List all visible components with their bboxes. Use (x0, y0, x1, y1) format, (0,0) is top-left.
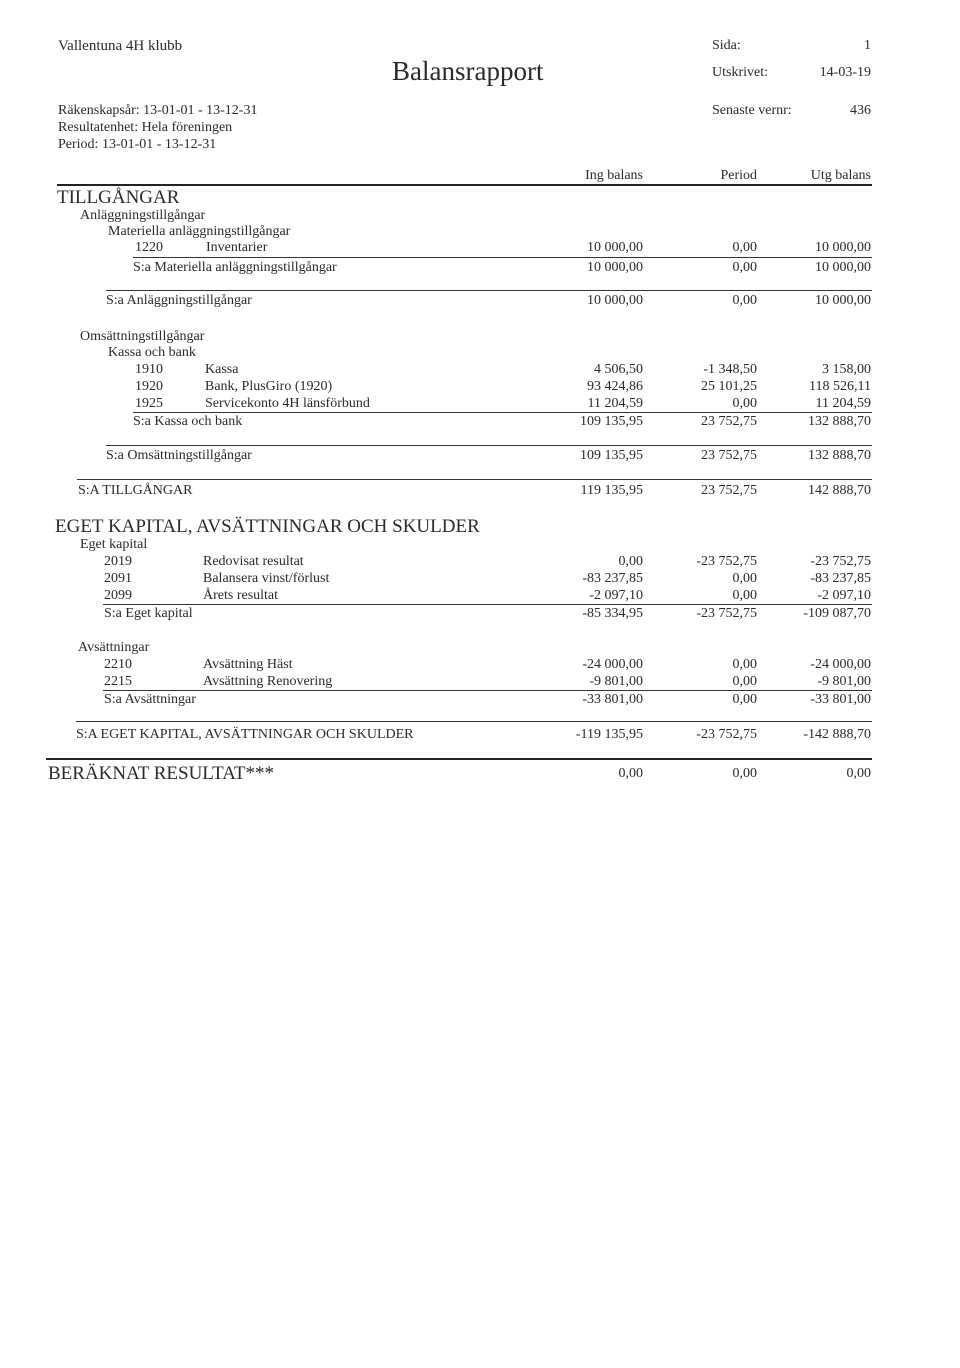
period-change: 0,00 (732, 692, 757, 707)
organization-name: Vallentuna 4H klubb (58, 38, 183, 54)
opening-balance: -85 334,95 (582, 606, 643, 621)
subtotal-label: S:a Eget kapital (104, 606, 193, 621)
total-label: S:A TILLGÅNGAR (78, 483, 193, 498)
account-name: Servicekonto 4H länsförbund (205, 396, 370, 411)
closing-balance: 10 000,00 (815, 293, 871, 308)
subtotal-label: S:a Anläggningstillgångar (106, 293, 252, 308)
closing-balance: 10 000,00 (815, 240, 871, 255)
account-name: Avsättning Renovering (203, 674, 333, 689)
group-heading-current-assets: Omsättningstillgångar (80, 329, 205, 344)
report-title: Balansrapport (392, 56, 544, 86)
opening-balance: -9 801,00 (589, 674, 643, 689)
opening-balance: 109 135,95 (580, 414, 643, 429)
closing-balance: -2 097,10 (817, 588, 871, 603)
account-name: Kassa (205, 362, 239, 377)
printed-date: 14-03-19 (819, 65, 871, 80)
opening-balance: 0,00 (618, 554, 643, 569)
result-label: BERÄKNAT RESULTAT*** (48, 763, 274, 784)
row-divider (77, 479, 872, 480)
closing-balance: -24 000,00 (810, 657, 871, 672)
period-change: -23 752,75 (696, 727, 757, 742)
opening-balance: 0,00 (618, 766, 643, 781)
total-label: S:A EGET KAPITAL, AVSÄTTNINGAR OCH SKULDER (76, 727, 414, 742)
opening-balance: -83 237,85 (582, 571, 643, 586)
account-number: 2099 (104, 588, 132, 603)
closing-balance: 3 158,00 (822, 362, 871, 377)
period-change: 0,00 (732, 293, 757, 308)
account-number: 1910 (135, 362, 163, 377)
period-change: -23 752,75 (696, 606, 757, 621)
opening-balance: -119 135,95 (575, 727, 643, 742)
subgroup-heading-cash: Kassa och bank (108, 345, 196, 360)
row-divider (133, 412, 872, 413)
opening-balance: 4 506,50 (594, 362, 643, 377)
account-number: 1220 (135, 240, 163, 255)
closing-balance: 10 000,00 (815, 260, 871, 275)
opening-balance: -24 000,00 (582, 657, 643, 672)
period-change: 0,00 (732, 240, 757, 255)
result-divider (46, 758, 872, 760)
period-change: 0,00 (732, 588, 757, 603)
period-change: 0,00 (732, 571, 757, 586)
row-divider (103, 690, 872, 691)
period-change: 0,00 (732, 674, 757, 689)
column-header-closing: Utg balans (810, 168, 871, 183)
column-header-period: Period (720, 168, 757, 183)
closing-balance: 11 204,59 (815, 396, 871, 411)
column-header-opening: Ing balans (585, 168, 643, 183)
closing-balance: 0,00 (846, 766, 871, 781)
closing-balance: 142 888,70 (808, 483, 871, 498)
group-heading-fixed-assets: Anläggningstillgångar (80, 208, 206, 223)
account-name: Redovisat resultat (203, 554, 304, 569)
subtotal-label: S:a Materiella anläggningstillgångar (133, 260, 337, 275)
period-change: 23 752,75 (701, 448, 757, 463)
opening-balance: 119 135,95 (580, 483, 643, 498)
account-number: 2019 (104, 554, 132, 569)
page-number: 1 (864, 38, 871, 53)
period-change: 0,00 (732, 396, 757, 411)
closing-balance: 118 526,11 (809, 379, 871, 394)
account-number: 2215 (104, 674, 132, 689)
opening-balance: 10 000,00 (587, 240, 643, 255)
fiscal-year: Räkenskapsår: 13-01-01 - 13-12-31 (58, 103, 258, 118)
printed-label: Utskrivet: (712, 65, 768, 80)
opening-balance: 10 000,00 (587, 260, 643, 275)
period-change: -1 348,50 (703, 362, 757, 377)
closing-balance: -83 237,85 (810, 571, 871, 586)
opening-balance: 10 000,00 (587, 293, 643, 308)
closing-balance: -109 087,70 (803, 606, 871, 621)
account-name: Bank, PlusGiro (1920) (205, 379, 333, 394)
closing-balance: -142 888,70 (803, 727, 871, 742)
closing-balance: 132 888,70 (808, 414, 871, 429)
report-period: Period: 13-01-01 - 13-12-31 (58, 137, 217, 152)
page-label: Sida: (712, 38, 741, 53)
account-name: Balansera vinst/förlust (203, 571, 330, 586)
closing-balance: -23 752,75 (810, 554, 871, 569)
group-heading-equity: Eget kapital (80, 537, 148, 552)
opening-balance: -33 801,00 (582, 692, 643, 707)
period-change: 0,00 (732, 260, 757, 275)
row-divider (103, 604, 872, 605)
period-change: 23 752,75 (701, 414, 757, 429)
closing-balance: -9 801,00 (817, 674, 871, 689)
account-number: 2210 (104, 657, 132, 672)
account-number: 1925 (135, 396, 163, 411)
account-name: Inventarier (206, 240, 268, 255)
period-change: 23 752,75 (701, 483, 757, 498)
subtotal-label: S:a Avsättningar (104, 692, 196, 707)
account-number: 2091 (104, 571, 132, 586)
period-change: 0,00 (732, 657, 757, 672)
subtotal-label: S:a Omsättningstillgångar (106, 448, 252, 463)
account-name: Avsättning Häst (203, 657, 293, 672)
section-heading-assets: TILLGÅNGAR (57, 187, 180, 208)
section-heading-equity-liabilities: EGET KAPITAL, AVSÄTTNINGAR OCH SKULDER (55, 516, 480, 537)
period-change: -23 752,75 (696, 554, 757, 569)
subtotal-label: S:a Kassa och bank (133, 414, 243, 429)
row-divider (106, 290, 872, 291)
period-change: 25 101,25 (701, 379, 757, 394)
opening-balance: -2 097,10 (589, 588, 643, 603)
row-divider (133, 257, 872, 258)
closing-balance: -33 801,00 (810, 692, 871, 707)
account-name: Årets resultat (203, 588, 279, 603)
period-change: 0,00 (732, 766, 757, 781)
opening-balance: 109 135,95 (580, 448, 643, 463)
subgroup-heading-tangible: Materiella anläggningstillgångar (108, 224, 291, 239)
header-divider (57, 184, 872, 186)
account-number: 1920 (135, 379, 163, 394)
group-heading-provisions: Avsättningar (78, 640, 150, 655)
row-divider (76, 721, 872, 722)
closing-balance: 132 888,70 (808, 448, 871, 463)
opening-balance: 11 204,59 (587, 396, 643, 411)
row-divider (106, 445, 872, 446)
last-voucher-label: Senaste vernr: (712, 103, 792, 118)
result-unit: Resultatenhet: Hela föreningen (58, 120, 233, 135)
opening-balance: 93 424,86 (587, 379, 643, 394)
last-voucher-number: 436 (850, 103, 871, 118)
